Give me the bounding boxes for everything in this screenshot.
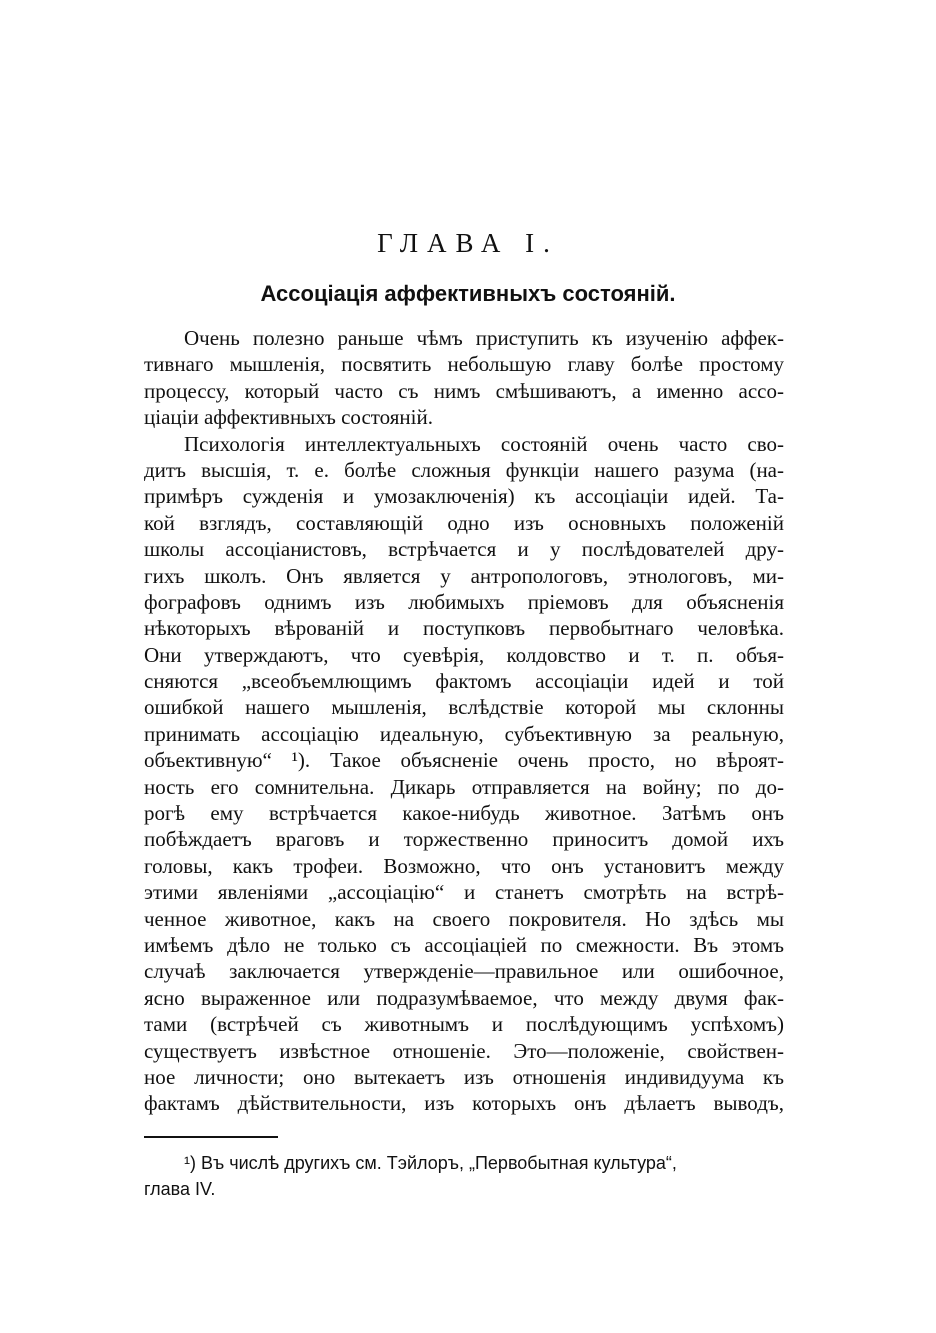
text-line: нѣкоторыхъ вѣрованій и поступковъ первобытнаго человѣка.	[144, 616, 784, 641]
text-line: ченное животное, какъ на своего покровителя. Но здѣсь мы	[144, 906, 784, 931]
text-line: гихъ школъ. Онъ является у антропологовъ, этнологовъ, ми-	[144, 563, 784, 588]
text-line: примѣръ сужденія и умозаключенія) къ ассоціаціи идей. Та-	[144, 484, 784, 509]
text-line: Очень полезно раньше чѣмъ приступить къ изученію аффек-	[184, 326, 784, 350]
text-line: процессу, который часто съ нимъ смѣшиваютъ, а именно ассо-	[144, 378, 784, 403]
text-line: ность его сомнительна. Дикарь отправляется на войну; по до-	[144, 774, 784, 799]
text-line: школы ассоціанистовъ, встрѣчается и у послѣдователей дру-	[144, 537, 784, 562]
text-line: имѣемъ дѣло не только съ ассоціаціей по смежности. Въ этомъ	[144, 932, 784, 957]
text-line: сняются „всеобъемлющимъ фактомъ ассоціаціи идей и той	[144, 669, 784, 694]
footnote-divider	[144, 1136, 278, 1138]
text-line: случаѣ заключается утвержденіе—правильное или ошибочное,	[144, 959, 784, 984]
text-line: ясно выраженное или подразумѣваемое, что между двумя фак-	[144, 985, 784, 1010]
text-line: побѣждаетъ враговъ и торжественно приноситъ домой ихъ	[144, 827, 784, 852]
text-line: принимать ассоціацію идеальную, субъективную за реальную,	[144, 721, 784, 746]
text-line: Они утверждаютъ, что суевѣрія, колдовство и т. п. объя-	[144, 642, 784, 667]
text-line: существуетъ извѣстное отношеніе. Это—положеніе, свойствен-	[144, 1038, 784, 1063]
footnote	[144, 1150, 784, 1202]
chapter-subtitle: Ассоціація аффективныхъ состояній.	[260, 281, 676, 306]
footnote-line: ¹) Въ числѣ другихъ см. Тэйлоръ, „Первобытная культура“,	[184, 1153, 677, 1173]
text-line: фографовъ однимъ изъ любимыхъ пріемовъ для объясненія	[144, 589, 784, 614]
text-line: объективную“ ¹). Такое объясненіе очень просто, но вѣроят-	[144, 748, 784, 773]
text-line: рогѣ ему встрѣчается какое-нибудь животное. Затѣмъ онъ	[144, 801, 784, 826]
text-line: этими явленіями „ассоціацію“ и станетъ смотрѣть на встрѣ-	[144, 880, 784, 905]
text-line: фактамъ дѣйствительности, изъ которыхъ онъ дѣлаетъ выводъ,	[144, 1091, 784, 1116]
text-line: дитъ высшія, т. е. болѣе сложныя функціи нашего разума (на-	[144, 457, 784, 482]
text-line: ошибкой нашего мышленія, вслѣдствіе которой мы склонны	[144, 695, 784, 720]
text-line: тами (встрѣчей съ животнымъ и послѣдующимъ успѣхомъ)	[144, 1012, 784, 1037]
chapter-title: ГЛАВА I.	[377, 228, 559, 258]
text-line: ціаціи аффективныхъ состояній.	[144, 405, 433, 430]
text-line: кой взглядъ, составляющій одно изъ основныхъ положеній	[144, 510, 784, 535]
text-line: Психологія интеллектуальныхъ состояній очень часто сво-	[184, 431, 784, 456]
body-text	[144, 325, 784, 1117]
text-line: головы, какъ трофеи. Возможно, что онъ установитъ между	[144, 853, 784, 878]
text-line: тивнаго мышленія, посвятить небольшую главу болѣе простому	[144, 352, 784, 377]
footnote-line: глава IV.	[144, 1179, 216, 1199]
text-line: ное личности; оно вытекаетъ изъ отношенія индивидуума къ	[144, 1064, 784, 1089]
